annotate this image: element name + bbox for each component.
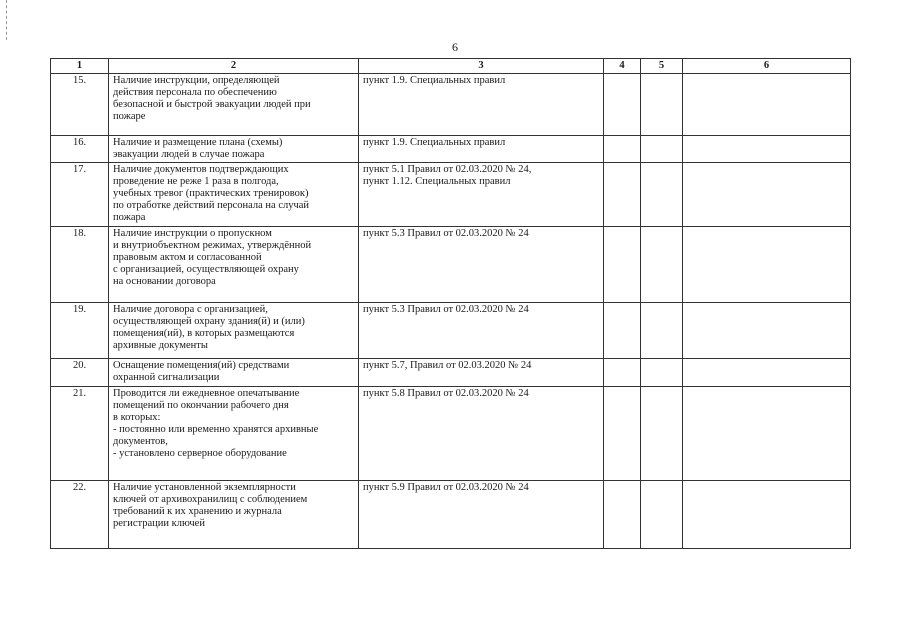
checklist-table	[50, 58, 851, 549]
row-number: 20.	[51, 359, 109, 387]
requirement-line: ключей от архивохранилищ с соблюдением	[113, 494, 308, 505]
requirement-line: - установлено серверное оборудование	[113, 448, 287, 459]
requirement-cell	[109, 74, 359, 136]
requirement-line: Проводится ли ежедневное опечатывание	[113, 388, 300, 399]
requirement-line: в которых:	[113, 412, 161, 423]
table-row	[51, 136, 851, 163]
requirement-line: правовым актом и согласованной	[113, 252, 262, 263]
col5-cell	[641, 303, 683, 359]
table-row	[51, 481, 851, 549]
reference-line: пункт 5.7, Правил от 02.03.2020 № 24	[363, 360, 532, 371]
col4-cell	[604, 163, 641, 227]
reference-line: пункт 1.9. Специальных правил	[363, 137, 506, 148]
requirement-cell	[109, 359, 359, 387]
row-number: 15.	[51, 74, 109, 136]
requirement-line: действия персонала по обеспечению	[113, 87, 277, 98]
margin-mark	[0, 0, 7, 40]
requirement-line: помещения(ий), в которых размещаются	[113, 328, 295, 339]
requirement-line: с организацией, осуществляющей охрану	[113, 264, 299, 275]
page-number: 6	[452, 40, 458, 54]
col5-cell	[641, 359, 683, 387]
requirement-line: проведение не реже 1 раза в полгода,	[113, 176, 279, 187]
reference-cell	[359, 74, 604, 136]
reference-line: пункт 5.1 Правил от 02.03.2020 № 24,	[363, 164, 532, 175]
col6-cell	[683, 387, 851, 481]
col5-cell	[641, 387, 683, 481]
row-number: 17.	[51, 163, 109, 227]
col6-cell	[683, 227, 851, 303]
col-header-3: 3	[359, 59, 604, 74]
col6-cell	[683, 481, 851, 549]
col-header-5: 5	[641, 59, 683, 74]
requirement-line: осуществляющей охрану здания(й) и (или)	[113, 316, 305, 327]
requirement-line: - постоянно или временно хранятся архивные	[113, 424, 319, 435]
requirement-line: Наличие установленной экземплярности	[113, 482, 296, 493]
col4-cell	[604, 74, 641, 136]
header-row	[51, 59, 851, 74]
requirement-line: пожара	[113, 212, 146, 223]
requirement-cell	[109, 303, 359, 359]
col4-cell	[604, 136, 641, 163]
reference-cell	[359, 303, 604, 359]
col6-cell	[683, 303, 851, 359]
col5-cell	[641, 481, 683, 549]
col6-cell	[683, 163, 851, 227]
table-row	[51, 387, 851, 481]
table-row	[51, 303, 851, 359]
requirement-cell	[109, 387, 359, 481]
requirement-line: Наличие договора с организацией,	[113, 304, 268, 315]
reference-cell	[359, 481, 604, 549]
requirement-line: и внутриобъектном режимах, утверждённой	[113, 240, 312, 251]
requirement-line: эвакуации людей в случае пожара	[113, 149, 265, 160]
reference-line: пункт 5.3 Правил от 02.03.2020 № 24	[363, 304, 529, 315]
col-header-1: 1	[51, 59, 109, 74]
requirement-line: на основании договора	[113, 276, 216, 287]
row-number: 22.	[51, 481, 109, 549]
col4-cell	[604, 303, 641, 359]
reference-line: пункт 1.12. Специальных правил	[363, 176, 511, 187]
col6-cell	[683, 136, 851, 163]
requirement-line: документов,	[113, 436, 168, 447]
requirement-cell	[109, 227, 359, 303]
reference-cell	[359, 136, 604, 163]
table-row	[51, 359, 851, 387]
row-number: 18.	[51, 227, 109, 303]
row-number: 19.	[51, 303, 109, 359]
requirement-line: Наличие и размещение плана (схемы)	[113, 137, 283, 148]
col4-cell	[604, 481, 641, 549]
requirement-line: архивные документы	[113, 340, 208, 351]
col-header-4: 4	[604, 59, 641, 74]
table-row	[51, 163, 851, 227]
requirement-line: Наличие инструкции, определяющей	[113, 75, 280, 86]
requirement-line: регистрации ключей	[113, 518, 205, 529]
requirement-cell	[109, 163, 359, 227]
requirement-line: пожаре	[113, 111, 146, 122]
row-number: 21.	[51, 387, 109, 481]
col6-cell	[683, 359, 851, 387]
requirement-line: Наличие документов подтверждающих	[113, 164, 289, 175]
requirement-cell	[109, 136, 359, 163]
requirement-line: охранной сигнализации	[113, 372, 220, 383]
col4-cell	[604, 227, 641, 303]
table-row	[51, 227, 851, 303]
col5-cell	[641, 74, 683, 136]
requirement-line: Наличие инструкции о пропускном	[113, 228, 272, 239]
col4-cell	[604, 359, 641, 387]
table-row	[51, 74, 851, 136]
requirement-line: Оснащение помещения(ий) средствами	[113, 360, 290, 371]
requirement-line: безопасной и быстрой эвакуации людей при	[113, 99, 311, 110]
col5-cell	[641, 136, 683, 163]
reference-line: пункт 5.9 Правил от 02.03.2020 № 24	[363, 482, 529, 493]
col4-cell	[604, 387, 641, 481]
reference-cell	[359, 163, 604, 227]
requirement-line: помещений по окончании рабочего дня	[113, 400, 289, 411]
col-header-6: 6	[683, 59, 851, 74]
reference-cell	[359, 227, 604, 303]
col-header-2: 2	[109, 59, 359, 74]
col5-cell	[641, 163, 683, 227]
reference-cell	[359, 359, 604, 387]
reference-line: пункт 5.3 Правил от 02.03.2020 № 24	[363, 228, 529, 239]
reference-cell	[359, 387, 604, 481]
requirement-cell	[109, 481, 359, 549]
col6-cell	[683, 74, 851, 136]
requirement-line: по отработке действий персонала на случай	[113, 200, 310, 211]
reference-line: пункт 1.9. Специальных правил	[363, 75, 506, 86]
row-number: 16.	[51, 136, 109, 163]
requirement-line: учебных тревог (практических тренировок)	[113, 188, 309, 199]
reference-line: пункт 5.8 Правил от 02.03.2020 № 24	[363, 388, 529, 399]
col5-cell	[641, 227, 683, 303]
requirement-line: требований к их хранению и журнала	[113, 506, 282, 517]
